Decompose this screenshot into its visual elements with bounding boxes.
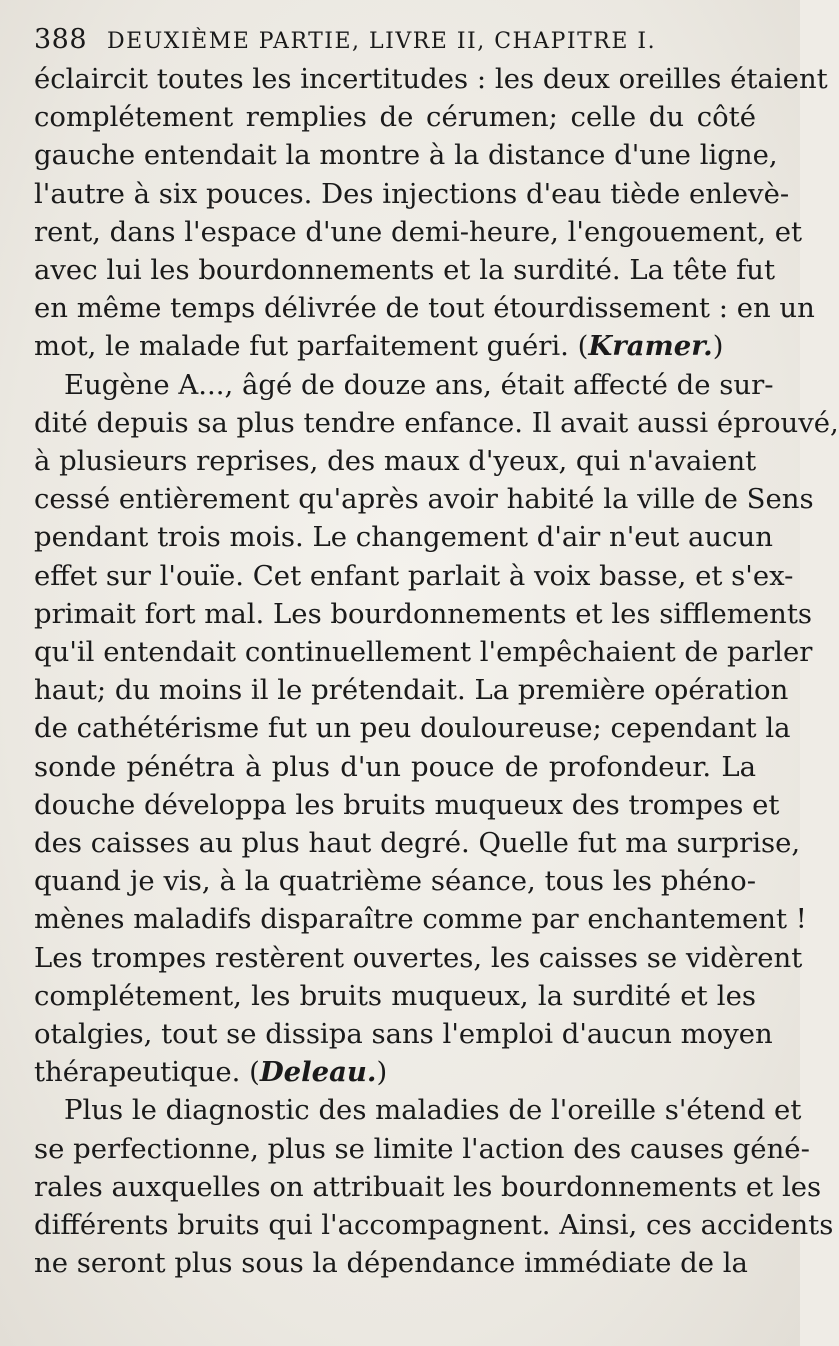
line-text: Plus le diagnostic des maladies de l'oreille s'étend et	[64, 1094, 802, 1127]
text-line	[34, 518, 773, 556]
paragraph	[34, 60, 828, 366]
text-line	[34, 327, 756, 365]
text-line	[34, 289, 815, 327]
text-line	[34, 1244, 756, 1282]
line-text: cessé entièrement qu'après avoir habité la ville de Sens	[34, 483, 814, 516]
text-line	[34, 900, 807, 938]
citation-close: )	[712, 330, 724, 363]
text-line	[34, 1168, 822, 1206]
line-text: gauche entendait la montre à la distance d'une ligne,	[34, 139, 778, 172]
text-line	[34, 977, 756, 1015]
line-text: sonde pénétra à plus d'un pouce de profondeur. La	[34, 750, 756, 783]
text-line	[34, 557, 794, 595]
text-line	[34, 709, 791, 747]
text-line	[34, 1206, 834, 1244]
line-text: se perfectionne, plus se limite l'action des causes géné-	[34, 1132, 810, 1165]
text-line	[34, 404, 839, 442]
citation-author: Kramer.	[588, 330, 713, 363]
text-line	[34, 442, 756, 480]
text-line	[34, 633, 813, 671]
citation-author: Deleau.	[259, 1056, 377, 1089]
text-line	[34, 786, 780, 824]
line-text: Les trompes restèrent ouvertes, les caisses se vidèrent	[34, 941, 803, 974]
text-line	[34, 98, 756, 136]
line-text: de cathétérisme fut un peu douloureuse; cependant la	[34, 712, 791, 745]
line-text: en même temps délivrée de tout étourdissement : en un	[34, 292, 815, 325]
page-header	[34, 20, 756, 60]
text-line	[34, 251, 776, 289]
line-text: dité depuis sa plus tendre enfance. Il avait aussi éprouvé,	[34, 406, 839, 439]
body-text	[34, 60, 839, 1283]
page-number: 388	[34, 24, 88, 55]
line-text: Eugène A..., âgé de douze ans, était affecté de sur-	[64, 368, 774, 401]
text-line	[34, 1130, 810, 1168]
line-text: rent, dans l'espace d'une demi-heure, l'engouement, et	[34, 215, 803, 248]
text-line	[34, 1053, 756, 1091]
text-line	[34, 366, 774, 404]
line-text: effet sur l'ouïe. Cet enfant parlait à voix basse, et s'ex-	[34, 559, 794, 592]
text-line	[34, 1015, 773, 1053]
line-text: quand je vis, à la quatrième séance, tous les phéno-	[34, 865, 756, 898]
line-text: à plusieurs reprises, des maux d'yeux, qui n'avaient	[34, 445, 757, 478]
citation-close: )	[376, 1056, 388, 1089]
text-line	[34, 1091, 802, 1129]
line-text: complétement remplies de cérumen; celle du côté	[34, 101, 756, 134]
line-text: primait fort mal. Les bourdonnements et les sifflements	[34, 597, 812, 630]
line-text: complétement, les bruits muqueux, la surdité et les	[34, 979, 756, 1012]
running-title: DEUXIÈME PARTIE, LIVRE II, CHAPITRE I.	[107, 29, 657, 54]
line-text: l'autre à six pouces. Des injections d'eau tiède enlevè-	[34, 177, 790, 210]
line-text: différents bruits qui l'accompagnent. Ainsi, ces accidents	[34, 1209, 834, 1242]
line-text: éclaircit toutes les incertitudes : les deux oreilles étaient	[34, 63, 828, 95]
text-line	[34, 213, 803, 251]
line-text: thérapeutique. (	[34, 1056, 260, 1089]
line-text: haut; du moins il le prétendait. La première opération	[34, 674, 789, 707]
text-line	[34, 175, 790, 213]
text-line	[34, 595, 812, 633]
line-text: otalgies, tout se dissipa sans l'emploi d'aucun moyen	[34, 1018, 773, 1051]
text-line	[34, 480, 814, 518]
line-text: ne seront plus sous la dépendance immédiate de la	[34, 1247, 748, 1280]
line-text: douche développa les bruits muqueux des trompes et	[34, 788, 780, 821]
text-line	[34, 824, 801, 862]
line-text: pendant trois mois. Le changement d'air n'eut aucun	[34, 521, 773, 554]
paragraph	[34, 366, 839, 1092]
line-text: des caisses au plus haut degré. Quelle fut ma surprise,	[34, 827, 801, 860]
line-text: mot, le malade fut parfaitement guéri. (	[34, 330, 589, 363]
text-line	[34, 862, 756, 900]
line-text: avec lui les bourdonnements et la surdité. La tête fut	[34, 254, 776, 287]
line-text: mènes maladifs disparaître comme par enchantement !	[34, 903, 807, 936]
line-text: rales auxquelles on attribuait les bourdonnements et les	[34, 1170, 822, 1203]
line-text: qu'il entendait continuellement l'empêchaient de parler	[34, 636, 813, 669]
text-line	[34, 671, 789, 709]
text-line	[34, 60, 828, 98]
text-line	[34, 939, 803, 977]
text-line	[34, 136, 778, 174]
text-line	[34, 748, 756, 786]
paragraph	[34, 1091, 834, 1282]
